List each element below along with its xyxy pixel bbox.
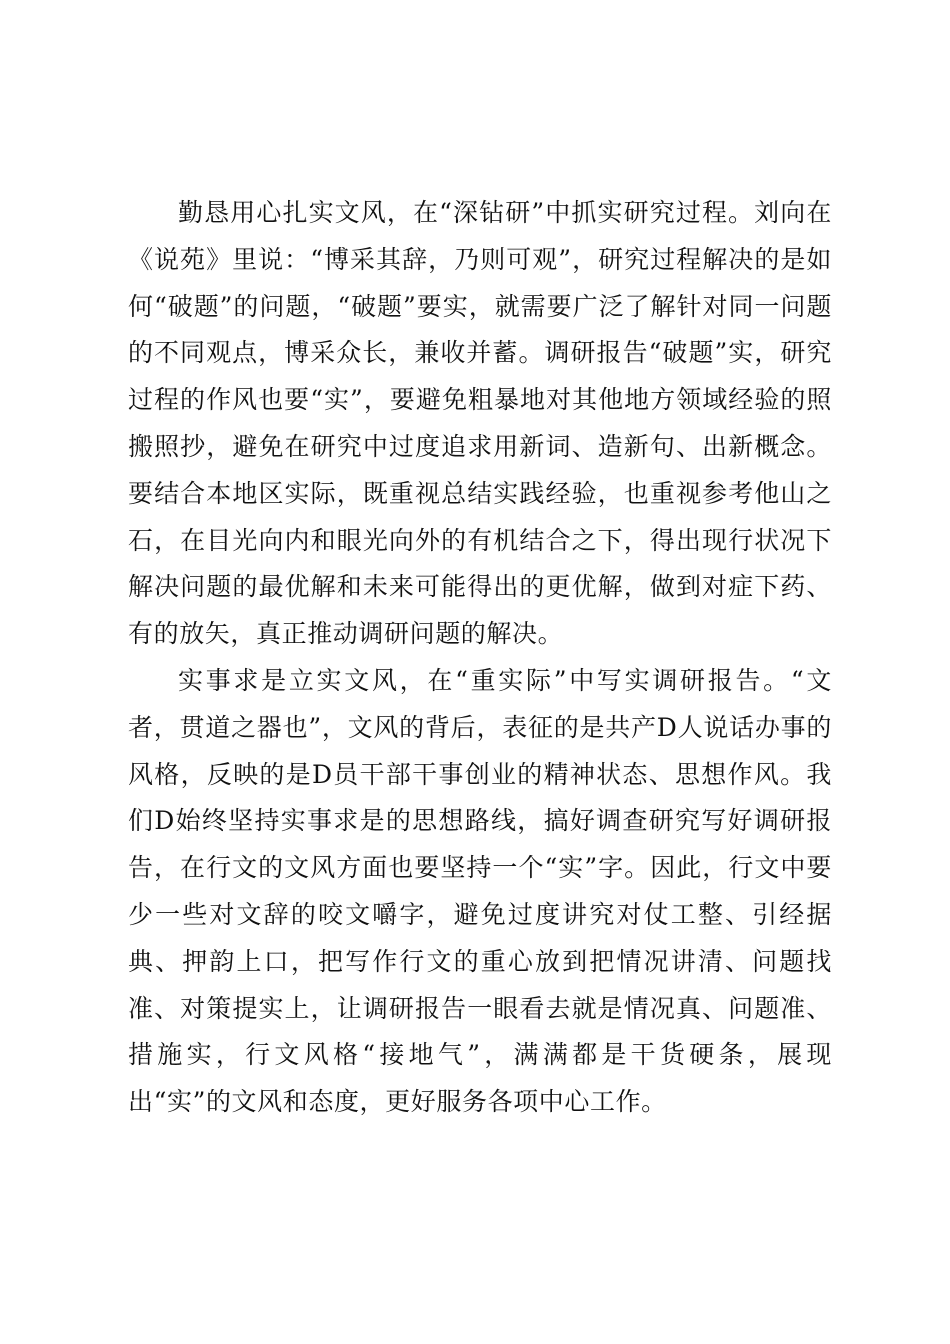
- paragraph-1: 勤恳用心扎实文风，在“深钻研”中抓实研究过程。刘向在《说苑》里说：“博采其辞，乃则可观”，研究过程解决的是如何“破题”的问题，“破题”要实，就需要广泛了解针对同一问题的不同观点，博采众长，兼收并蓄。调研报告“破题”实，研究过程的作风也要“实”，要避免粗暴地对其他地方领域经验的照搬照抄，避免在研究中过度追求用新词、造新句、出新概念。要结合本地区实际，既重视总结实践经验，也重视参考他山之石，在目光向内和眼光向外的有机结合之下，得出现行状况下解决问题的最优解和未来可能得出的更优解，做到对症下药、有的放矢，真正推动调研问题的解决。: [128, 198, 832, 649]
- paragraph-2: 实事求是立实文风，在“重实际”中写实调研报告。“文者，贯道之器也”，文风的背后，表征的是共产D人说话办事的风格，反映的是D员干部干事创业的精神状态、思想作风。我们D始终坚持实事求是的思想路线，搞好调查研究写好调研报告，在行文的文风方面也要坚持一个“实”字。因此，行文中要少一些对文辞的咬文嚼字，避免过度讲究对仗工整、引经据典、押韵上口，把写作行文的重心放到把情况讲清、问题找准、对策提实上，让调研报告一眼看去就是情况真、问题准、措施实，行文风格“接地气”，满满都是干货硬条，展现出“实”的文风和态度，更好服务各项中心工作。: [128, 665, 832, 1117]
- document-body: [128, 190, 832, 1126]
